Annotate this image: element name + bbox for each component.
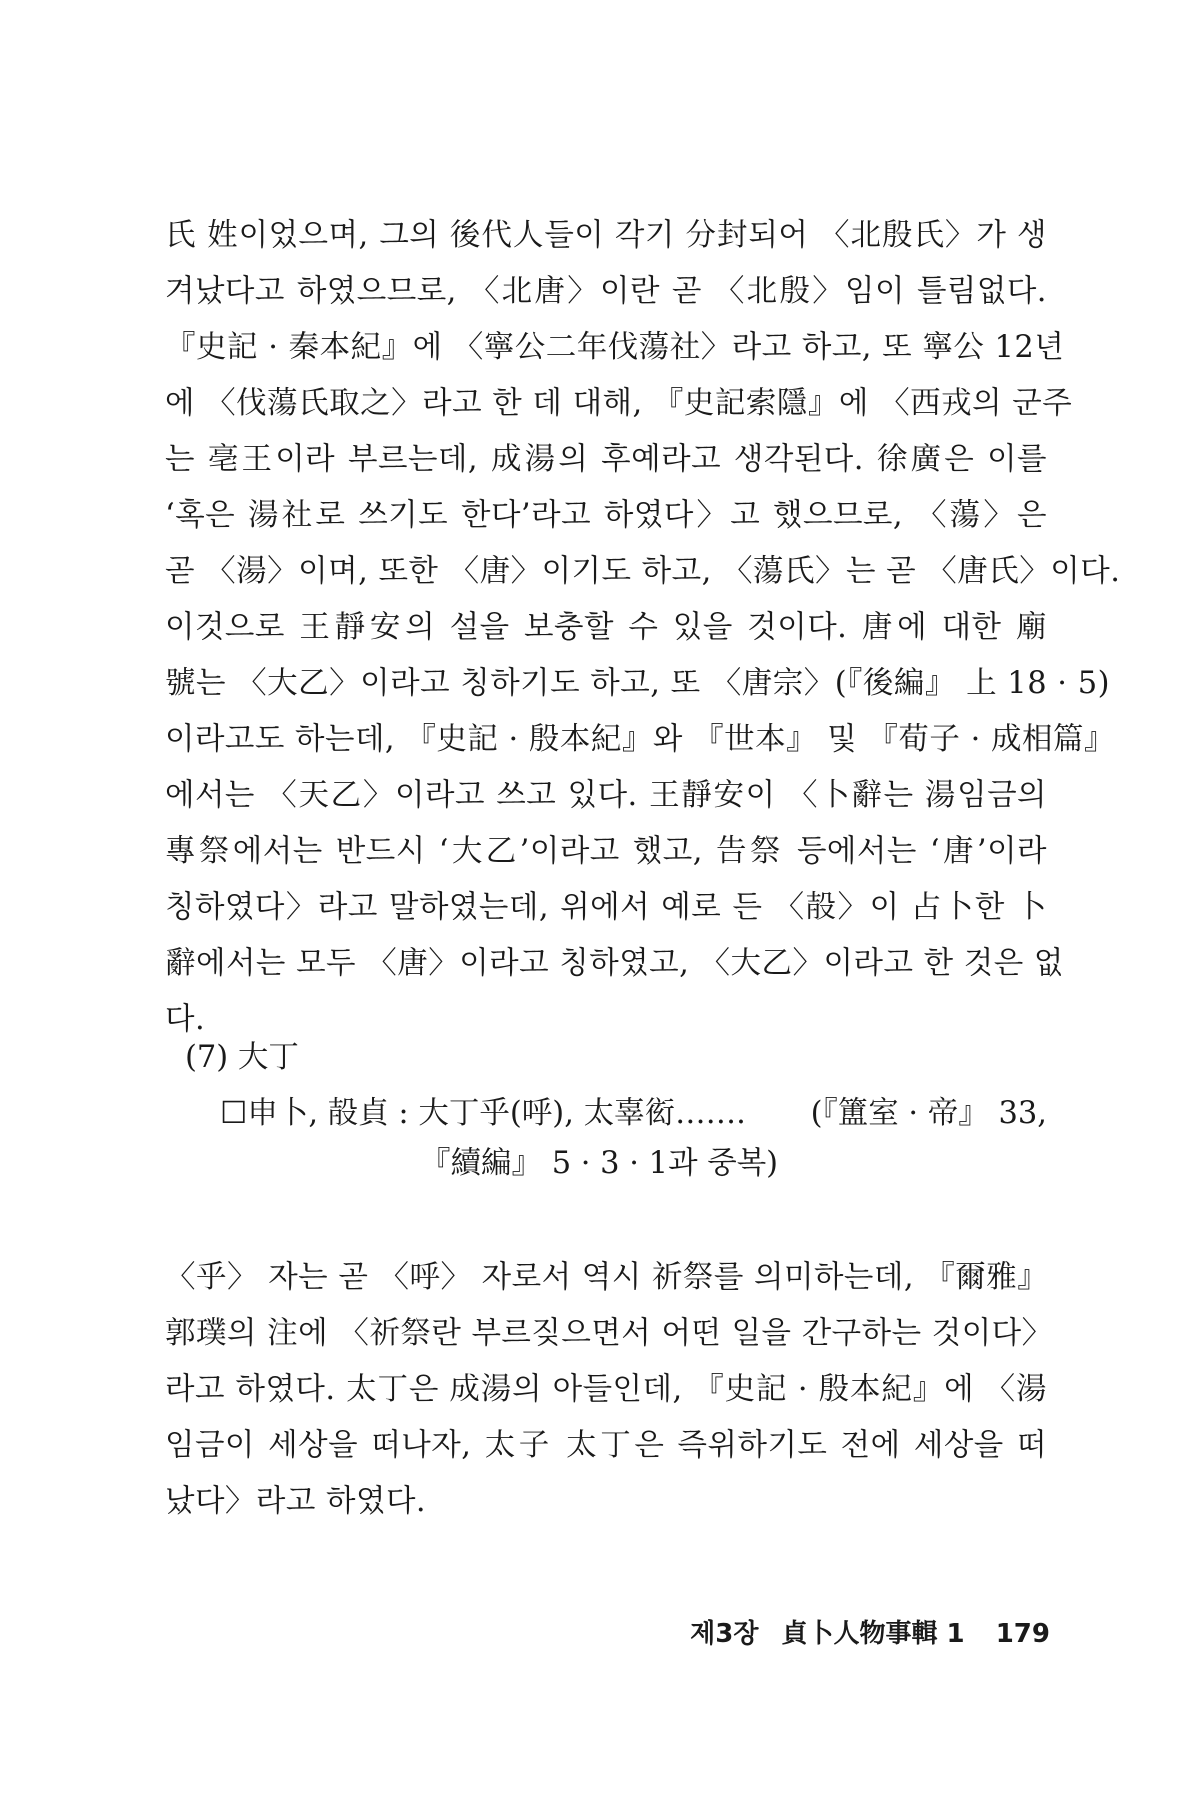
paragraph-2: [165, 1250, 1053, 1530]
text-line: 라고 하였다. 太丁은 成湯의 아들인데, 『史記 · 殷本紀』에 〈湯: [165, 1372, 1047, 1407]
text-line: 임금이 세상을 떠나자, 太子 太丁은 즉위하기도 전에 세상을 떠: [165, 1428, 1047, 1463]
text-line: 郭璞의 注에 〈祈祭란 부르짖으면서 어떤 일을 간구하는 것이다〉: [165, 1316, 1053, 1351]
oracle-source: (『簠室 · 帝』 33,: [810, 1096, 1047, 1131]
oracle-quote-line-1: [220, 1094, 1047, 1134]
text-line: 이것으로 王靜安의 설을 보충할 수 있을 것이다. 唐에 대한 廟: [165, 610, 1047, 645]
text-line: 이라고도 하는데, 『史記 · 殷本紀』와 『世本』 및 『荀子 · 成相篇』: [165, 722, 1116, 757]
text-line: 는 亳王이라 부르는데, 成湯의 후예라고 생각된다. 徐廣은 이를: [165, 442, 1047, 477]
text-line: 났다〉라고 하였다.: [165, 1484, 427, 1519]
text-line: 다.: [165, 1002, 206, 1037]
text-line: 『史記 · 秦本紀』에 〈寧公二年伐蕩社〉라고 하고, 또 寧公 12년: [165, 330, 1065, 365]
chapter-label: 제3장: [690, 1619, 759, 1649]
page-number: 179: [995, 1619, 1050, 1649]
text-line: 專祭에서는 반드시 ‘大乙’이라고 했고, 告祭 등에서는 ‘唐’이라: [165, 834, 1047, 869]
text-line: ‘혹은 湯社로 쓰기도 한다’라고 하였다〉고 했으므로, 〈蕩〉은: [165, 498, 1047, 533]
chapter-title: 貞卜人物事輯 1: [781, 1619, 965, 1649]
oracle-inscription: ☐申卜, 㱿貞 : 大丁乎(呼), 太辜衒…….: [220, 1096, 746, 1131]
text-line: 辭에서는 모두 〈唐〉이라고 칭하였고, 〈大乙〉이라고 한 것은 없: [165, 946, 1064, 981]
section-heading: (7) 大丁: [185, 1040, 299, 1075]
text-line: 氏 姓이었으며, 그의 後代人들이 각기 分封되어 〈北殷氏〉가 생: [165, 218, 1047, 253]
page-footer: [676, 1616, 1050, 1652]
text-line: 〈乎〉 자는 곧 〈呼〉 자로서 역시 祈祭를 의미하는데, 『爾雅』: [165, 1260, 1049, 1295]
text-line: 칭하였다〉라고 말하였는데, 위에서 예로 든 〈㱿〉이 占卜한 卜: [165, 890, 1047, 925]
text-line: 겨났다고 하였으므로, 〈北唐〉이란 곧 〈北殷〉임이 틀림없다.: [165, 274, 1047, 309]
text-line: 號는 〈大乙〉이라고 칭하기도 하고, 또 〈唐宗〉(『後編』 上 18 · 5): [165, 666, 1111, 701]
oracle-quote-line-2: 『續編』 5 · 3 · 1과 중복): [420, 1146, 779, 1181]
text-line: 에서는 〈天乙〉이라고 쓰고 있다. 王靜安이 〈卜辭는 湯임금의: [165, 778, 1047, 813]
paragraph-1: [165, 208, 1121, 1048]
text-line: 에 〈伐蕩氏取之〉라고 한 데 대해, 『史記索隱』에 〈西戎의 군주: [165, 386, 1073, 421]
text-line: 곧 〈湯〉이며, 또한 〈唐〉이기도 하고, 〈蕩氏〉는 곧 〈唐氏〉이다.: [165, 554, 1121, 589]
